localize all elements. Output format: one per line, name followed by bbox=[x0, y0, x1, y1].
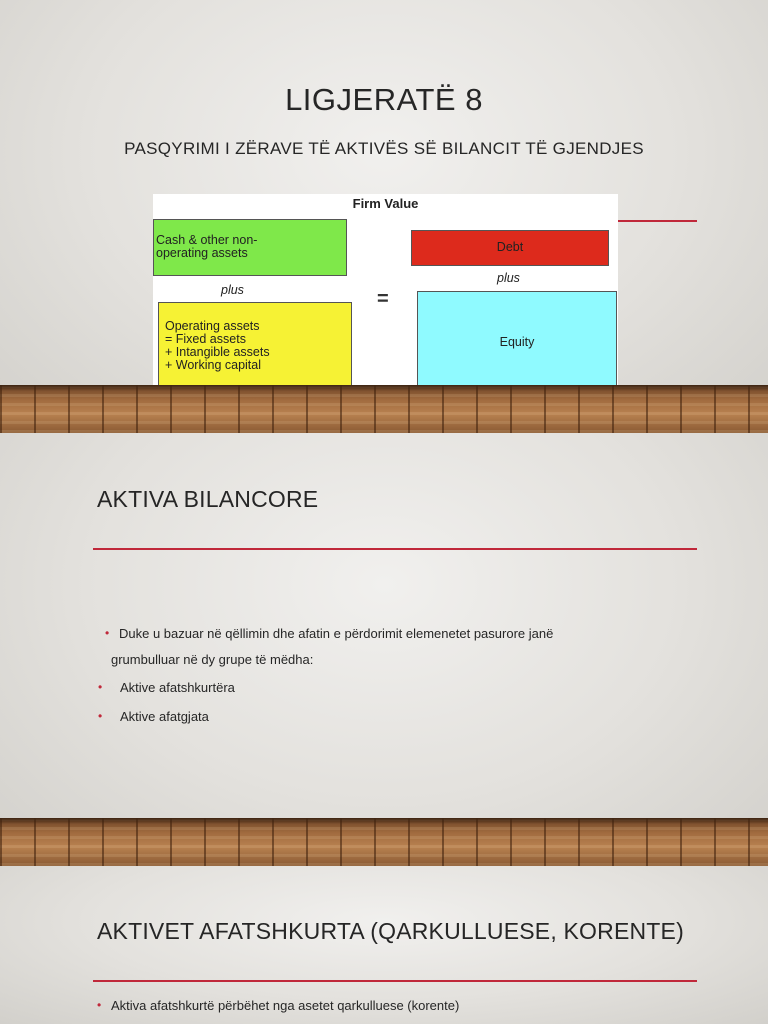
cash-box bbox=[153, 219, 347, 276]
slide-2 bbox=[0, 433, 768, 866]
bullet-text: Aktiva afatshkurtë përbëhet nga asetet qarkulluese (korente) bbox=[111, 998, 460, 1013]
list-item bbox=[96, 680, 696, 695]
bullet-text: Duke u bazuar në qëllimin dhe afatin e përdorimit elemenetet pasurore janë bbox=[119, 626, 554, 641]
equity-box: Equity bbox=[417, 291, 617, 394]
operating-line-1: Operating assets bbox=[165, 319, 260, 333]
diagram-title: Firm Value bbox=[352, 196, 419, 211]
bullet-list bbox=[96, 998, 696, 1013]
slide-1 bbox=[0, 0, 768, 433]
bullet-continuation: grumbulluar në dy grupe të mëdha: bbox=[111, 652, 314, 667]
cash-line-2: operating assets bbox=[156, 246, 248, 260]
bullet-icon: • bbox=[98, 709, 103, 723]
bullet-text: Aktive afatgjata bbox=[120, 709, 209, 724]
operating-line-3: + Intangible assets bbox=[165, 345, 270, 359]
bullet-icon: • bbox=[98, 680, 103, 694]
bullet-list bbox=[96, 626, 696, 724]
heading-underline bbox=[93, 980, 697, 982]
slide-subtitle: PASQYRIMI I ZËRAVE TË AKTIVËS SË BILANCIT TË GJENDJES bbox=[124, 139, 644, 158]
slide-heading: AKTIVET AFATSHKURTA (QARKULLUESE, KORENTE) bbox=[97, 918, 684, 944]
equals-sign: = bbox=[377, 288, 389, 310]
operating-line-2: = Fixed assets bbox=[165, 332, 246, 346]
list-item bbox=[96, 998, 696, 1013]
bullet-text: Aktive afatshkurtëra bbox=[120, 680, 235, 695]
operating-assets-box bbox=[158, 302, 352, 390]
plus-right: plus bbox=[497, 271, 520, 285]
slide-3 bbox=[0, 866, 768, 1024]
wood-floor bbox=[0, 385, 768, 433]
bullet-icon: • bbox=[105, 626, 110, 640]
firm-value-diagram bbox=[153, 194, 618, 396]
cash-line-1: Cash & other non- bbox=[156, 233, 258, 247]
bullet-icon: • bbox=[97, 998, 102, 1012]
operating-line-4: + Working capital bbox=[165, 358, 261, 372]
wood-floor bbox=[0, 818, 768, 866]
plus-left: plus bbox=[221, 283, 244, 297]
slide-heading: AKTIVA BILANCORE bbox=[97, 486, 319, 512]
list-item bbox=[96, 709, 696, 724]
debt-box: Debt bbox=[411, 230, 609, 266]
list-item bbox=[96, 626, 696, 641]
heading-underline bbox=[93, 548, 697, 550]
slide-title: LIGJERATË 8 bbox=[285, 82, 483, 117]
